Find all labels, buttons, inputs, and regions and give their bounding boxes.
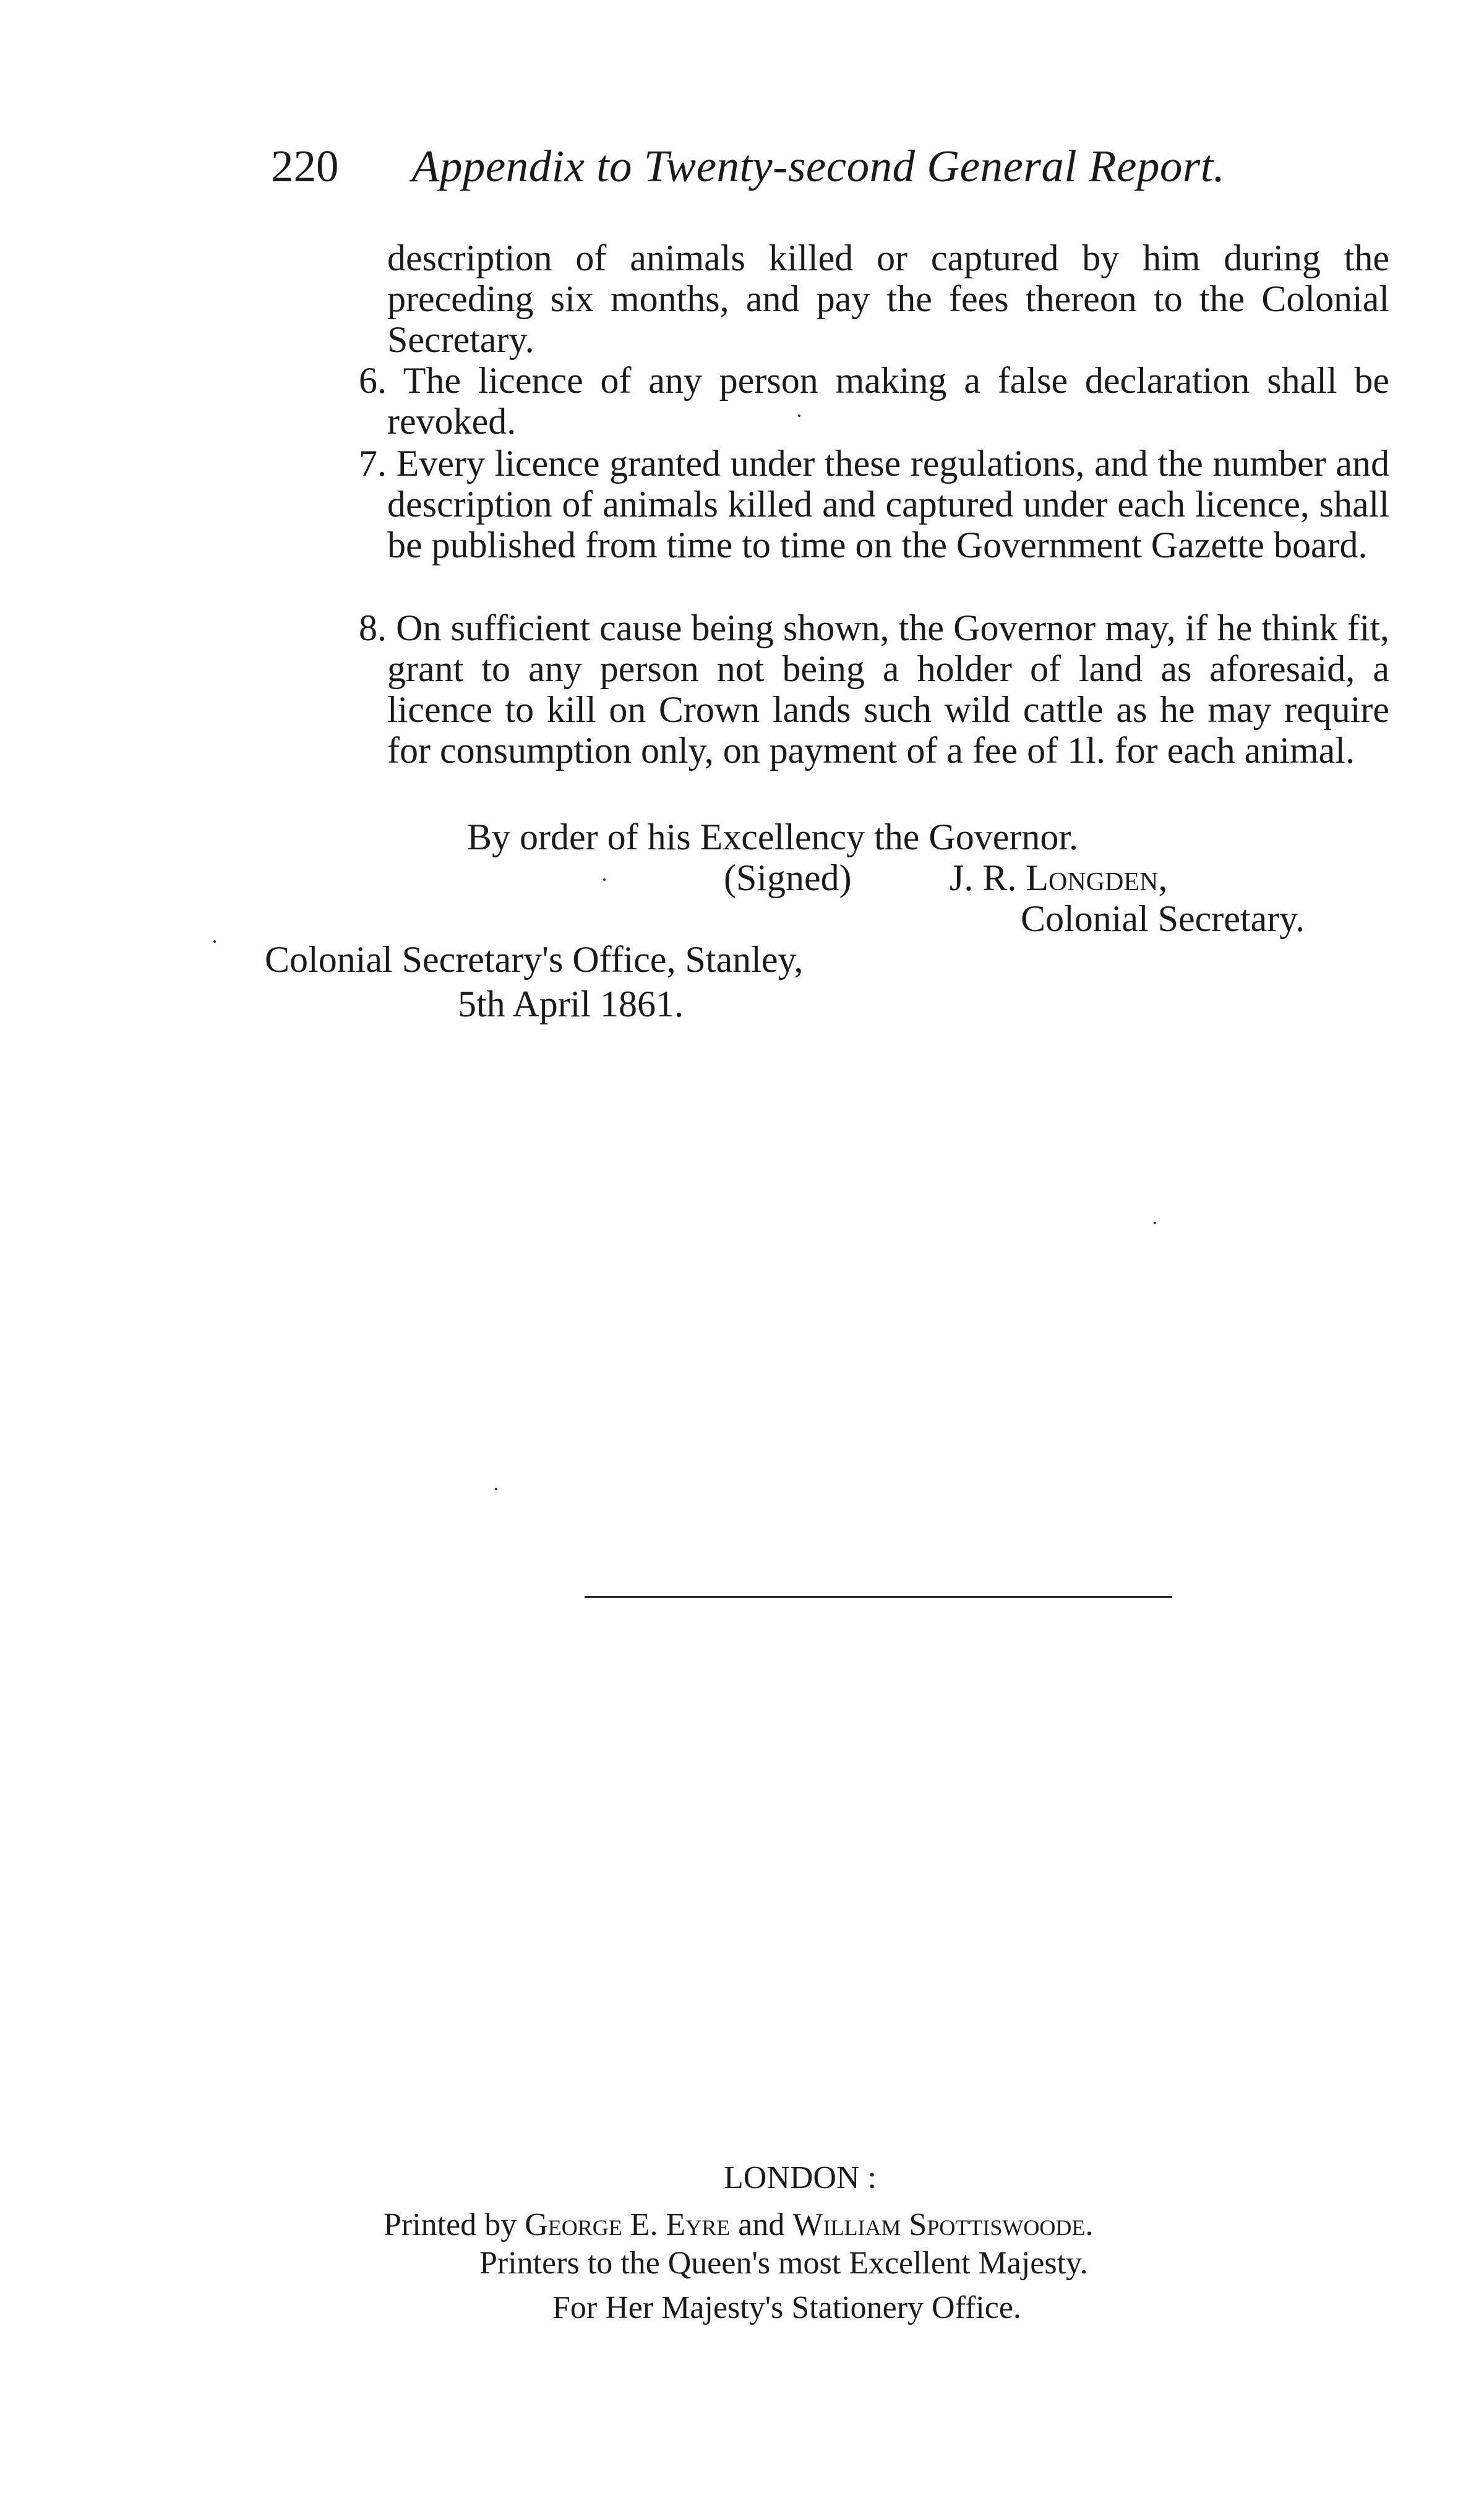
running-title: Appendix to Twenty-second General Report.: [411, 141, 1225, 191]
paper-speck: [603, 878, 606, 881]
office-line: Colonial Secretary's Office, Stanley,: [265, 939, 804, 980]
paper-speck: [495, 1488, 497, 1490]
regulation-item-body: The licence of any person making a false declaration shall be revoked.: [387, 360, 1390, 442]
signed-label: (Signed): [724, 857, 852, 898]
regulation-item-number: 6.: [359, 360, 387, 401]
paper-speck: [1154, 1222, 1156, 1224]
imprint-office-line: For Her Majesty's Stationery Office.: [552, 2290, 1021, 2325]
imprint-printed-by-and: and: [730, 2207, 793, 2242]
regulation-item-text: [303, 443, 1389, 565]
date-line: 5th April 1861.: [458, 984, 684, 1024]
signer-name: J. R. Longden,: [950, 857, 1168, 898]
imprint-printed-by: [384, 2206, 1250, 2244]
regulation-item-body: On sufficient cause being shown, the Governor may, if he think fit, grant to any person not being a holder of land as aforesaid, a licence to kill on Crown lands such wild cattle as he may require for consumption only, on payment of a fee of 1l. for each animal.: [387, 607, 1390, 771]
regulation-item-text: [303, 360, 1389, 442]
page-number: 220: [271, 141, 339, 191]
regulation-item-body: Every licence granted under these regulations, and the number and description of animals killed and captured under each licence, shall be published from time to time on the Government Gazette board.: [387, 443, 1390, 565]
page-header: [271, 132, 1323, 200]
paper-speck: [213, 940, 216, 943]
regulation-item-7: [303, 443, 1389, 565]
imprint-printer-two: William Spottiswoode.: [792, 2207, 1094, 2242]
imprint-printed-by-prefix: Printed by: [384, 2207, 525, 2242]
regulation-item-text: [303, 607, 1389, 771]
continuation-paragraph: description of animals killed or captured by him during the preceding six months, and pay the fees thereon to the Colonial Secretary.: [387, 238, 1389, 360]
imprint-printer-one: George E. Eyre: [525, 2207, 731, 2242]
regulation-item-number: 8.: [359, 607, 387, 648]
signer-title: Colonial Secretary.: [1021, 898, 1305, 939]
imprint-city: LONDON :: [724, 2160, 877, 2195]
order-line: By order of his Excellency the Governor.: [467, 817, 1079, 857]
imprint-printers-line: Printers to the Queen's most Excellent Majesty.: [479, 2246, 1088, 2281]
section-divider: [585, 1596, 1172, 1598]
regulation-item-number: 7.: [359, 443, 387, 484]
regulation-item-8: [303, 607, 1389, 771]
regulation-item-6: [303, 360, 1389, 442]
paper-speck: [798, 414, 800, 417]
